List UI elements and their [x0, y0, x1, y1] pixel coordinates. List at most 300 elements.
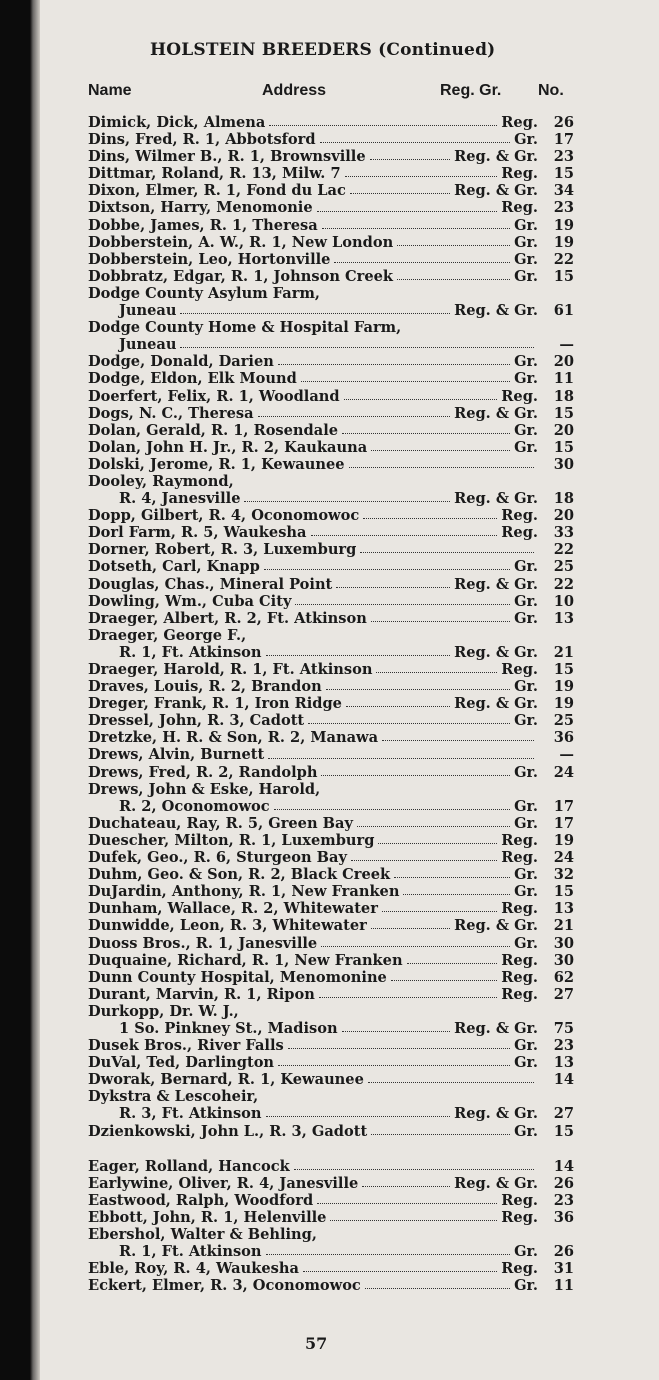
leader-dots — [391, 980, 497, 981]
list-item — [88, 695, 574, 712]
entry-herd-count: 21 — [553, 643, 574, 661]
list-item — [88, 1054, 574, 1071]
leader-dots — [180, 347, 534, 348]
entry-name-address: Dykstra & Lescoheir, — [88, 1088, 259, 1106]
entry-herd-count: 22 — [553, 250, 574, 268]
breeder-list — [88, 114, 574, 1294]
list-item — [88, 1020, 574, 1037]
list-item — [88, 405, 574, 422]
leader-dots — [266, 1254, 511, 1255]
list-item — [88, 319, 574, 336]
entry-name-address: Dopp, Gilbert, R. 4, Oconomowoc — [88, 507, 360, 525]
entry-herd-count: 23 — [553, 1191, 574, 1209]
entry-name-address: Dworak, Bernard, R. 1, Kewaunee — [88, 1071, 364, 1089]
page-number: 57 — [305, 1334, 328, 1353]
entry-registration-type: Reg. & Gr. — [454, 643, 538, 661]
entry-registration-type: Gr. — [514, 421, 538, 439]
entry-name-address: Duescher, Milton, R. 1, Luxemburg — [88, 831, 375, 849]
entry-registration-type: Reg. — [501, 849, 538, 867]
entry-name-address: Dotseth, Carl, Knapp — [88, 558, 260, 576]
list-item — [88, 1088, 574, 1105]
entry-herd-count: 33 — [553, 524, 574, 542]
list-item — [88, 883, 574, 900]
entry-name-address: Douglas, Chas., Mineral Point — [88, 575, 333, 593]
entry-herd-count: 13 — [553, 1054, 574, 1072]
leader-dots — [334, 262, 510, 263]
list-item — [88, 764, 574, 781]
entry-registration-type: Gr. — [514, 1277, 538, 1295]
leader-dots — [303, 1271, 497, 1272]
entry-registration-type: Gr. — [514, 216, 538, 234]
leader-dots — [360, 552, 534, 553]
leader-dots — [330, 1220, 497, 1221]
list-item — [88, 524, 574, 541]
entry-name-address: Duquaine, Richard, R. 1, New Franken — [88, 951, 403, 969]
entry-herd-count: 30 — [553, 951, 574, 969]
list-item — [88, 353, 574, 370]
list-item — [88, 627, 574, 644]
list-item — [88, 969, 574, 986]
entry-herd-count: 15 — [553, 404, 574, 422]
entry-herd-count: 30 — [553, 934, 574, 952]
list-item — [88, 610, 574, 627]
list-item — [88, 336, 574, 353]
entry-name-address: Dorner, Robert, R. 3, Luxemburg — [88, 541, 357, 559]
entry-registration-type: Reg. & Gr. — [454, 302, 538, 320]
list-item — [88, 456, 574, 473]
list-item — [88, 815, 574, 832]
entry-registration-type: Reg. — [501, 900, 538, 918]
entry-name-address: Dobbe, James, R. 1, Theresa — [88, 216, 318, 234]
entry-registration-type: Gr. — [514, 131, 538, 149]
entry-name-address: Dretzke, H. R. & Son, R. 2, Manawa — [88, 729, 379, 747]
list-item — [88, 148, 574, 165]
entry-name-address: R. 1, Ft. Atkinson — [119, 1243, 262, 1261]
entry-registration-type: Gr. — [514, 353, 538, 371]
entry-registration-type: Gr. — [514, 797, 538, 815]
leader-dots — [317, 211, 498, 212]
entry-registration-type: Reg. & Gr. — [454, 1105, 538, 1123]
leader-dots — [180, 313, 450, 314]
entry-herd-count: 10 — [553, 592, 574, 610]
list-item — [88, 1037, 574, 1054]
list-item — [88, 1071, 574, 1088]
entry-herd-count: 24 — [553, 763, 574, 781]
entry-herd-count: 15 — [553, 883, 574, 901]
list-item — [88, 507, 574, 524]
entry-name-address: R. 3, Ft. Atkinson — [119, 1105, 262, 1123]
entry-herd-count: 34 — [553, 182, 574, 200]
list-item — [88, 593, 574, 610]
leader-dots — [301, 381, 510, 382]
entry-herd-count: 17 — [553, 131, 574, 149]
entry-name-address: Dodge County Asylum Farm, — [88, 284, 320, 302]
list-item — [88, 678, 574, 695]
leader-dots — [266, 1116, 451, 1117]
list-item — [88, 234, 574, 251]
list-item — [88, 866, 574, 883]
list-item — [88, 1226, 574, 1243]
column-header-name: Name — [88, 82, 132, 99]
entry-name-address: Dunwidde, Leon, R. 3, Whitewater — [88, 917, 367, 935]
entry-herd-count: 15 — [553, 267, 574, 285]
entry-herd-count: 26 — [553, 114, 574, 131]
entry-registration-type: Reg. & Gr. — [454, 1174, 538, 1192]
entry-herd-count: 23 — [553, 148, 574, 166]
list-item — [88, 490, 574, 507]
leader-dots — [365, 1288, 510, 1289]
entry-name-address: Dittmar, Roland, R. 13, Milw. 7 — [88, 165, 341, 183]
entry-registration-type: Gr. — [514, 558, 538, 576]
entry-herd-count: 62 — [553, 968, 574, 986]
entry-herd-count: 21 — [553, 917, 574, 935]
leader-dots — [317, 1203, 497, 1204]
list-item — [88, 661, 574, 678]
leader-dots — [244, 501, 450, 502]
entry-name-address: Draeger, Harold, R. 1, Ft. Atkinson — [88, 661, 373, 678]
list-item — [88, 849, 574, 866]
entry-name-address: Drews, John & Eske, Harold, — [88, 780, 321, 798]
entry-name-address: Dins, Wilmer B., R. 1, Brownsville — [88, 148, 366, 166]
entry-name-address: Draeger, Albert, R. 2, Ft. Atkinson — [88, 609, 367, 627]
entry-name-address: Dufek, Geo., R. 6, Sturgeon Bay — [88, 849, 347, 867]
entry-registration-type: Gr. — [514, 814, 538, 832]
list-item — [88, 1209, 574, 1226]
entry-registration-type: Gr. — [514, 592, 538, 610]
entry-name-address: Eble, Roy, R. 4, Waukesha — [88, 1260, 299, 1278]
leader-dots — [321, 946, 510, 947]
list-item — [88, 422, 574, 439]
list-item — [88, 935, 574, 952]
entry-name-address: Juneau — [119, 336, 177, 354]
entry-herd-count: 26 — [553, 1243, 574, 1261]
entry-name-address: Dusek Bros., River Falls — [88, 1037, 284, 1055]
leader-dots — [376, 672, 497, 673]
entry-name-address: R. 2, Oconomowoc — [119, 797, 270, 815]
leader-dots — [264, 569, 510, 570]
entry-name-address: Earlywine, Oliver, R. 4, Janesville — [88, 1174, 359, 1192]
entry-name-address: Dowling, Wm., Cuba City — [88, 592, 292, 610]
entry-name-address: Duhm, Geo. & Son, R. 2, Black Creek — [88, 866, 391, 884]
list-item — [88, 251, 574, 268]
list-item — [88, 268, 574, 285]
entry-herd-count: 13 — [553, 609, 574, 627]
entry-registration-type: Reg. & Gr. — [454, 1019, 538, 1037]
list-item — [88, 952, 574, 969]
list-item — [88, 473, 574, 490]
entry-herd-count: 14 — [553, 1157, 574, 1175]
entry-registration-type: Gr. — [514, 233, 538, 251]
leader-dots — [350, 193, 450, 194]
leader-dots — [397, 245, 510, 246]
entry-herd-count: 20 — [553, 353, 574, 371]
list-item — [88, 1158, 574, 1175]
leader-dots — [370, 159, 450, 160]
list-item — [88, 439, 574, 456]
entry-herd-count: 20 — [553, 507, 574, 525]
list-item — [88, 900, 574, 917]
entry-name-address: 1 So. Pinkney St., Madison — [119, 1019, 338, 1037]
entry-registration-type: Reg. & Gr. — [454, 575, 538, 593]
leader-dots — [294, 1169, 534, 1170]
list-item — [88, 199, 574, 216]
entry-registration-type: Reg. — [501, 1208, 538, 1226]
leader-dots — [274, 809, 510, 810]
entry-registration-type: Reg. & Gr. — [454, 404, 538, 422]
entry-herd-count: 19 — [553, 233, 574, 251]
leader-dots — [295, 604, 510, 605]
book-spine-shadow — [0, 0, 40, 1380]
entry-registration-type: Reg. — [501, 1260, 538, 1278]
entry-herd-count: 20 — [553, 421, 574, 439]
entry-herd-count: 31 — [553, 1260, 574, 1278]
leader-dots — [363, 518, 497, 519]
entry-registration-type: Gr. — [514, 609, 538, 627]
leader-dots — [397, 279, 510, 280]
entry-name-address: Dzienkowski, John L., R. 3, Gadott — [88, 1122, 368, 1140]
entry-herd-count: 27 — [553, 1105, 574, 1123]
entry-herd-count: 19 — [553, 678, 574, 696]
entry-name-address: Juneau — [119, 302, 177, 320]
entry-name-address: Dolan, John H. Jr., R. 2, Kaukauna — [88, 438, 368, 456]
entry-name-address: Dunham, Wallace, R. 2, Whitewater — [88, 900, 378, 918]
list-item — [88, 388, 574, 405]
entry-registration-type: Reg. & Gr. — [454, 148, 538, 166]
entry-registration-type: Gr. — [514, 267, 538, 285]
entry-registration-type: Gr. — [514, 763, 538, 781]
leader-dots — [266, 655, 451, 656]
entry-herd-count: 25 — [553, 558, 574, 576]
list-item — [88, 917, 574, 934]
entry-registration-type: Reg. — [501, 165, 538, 183]
entry-registration-type: Reg. & Gr. — [454, 490, 538, 508]
list-item — [88, 1277, 574, 1294]
entry-herd-count: 25 — [553, 712, 574, 730]
entry-name-address: Ebbott, John, R. 1, Helenville — [88, 1208, 327, 1226]
list-item — [88, 798, 574, 815]
entry-herd-count: 15 — [553, 1122, 574, 1140]
list-item — [88, 986, 574, 1003]
entry-registration-type: Reg. — [501, 199, 538, 217]
leader-dots — [320, 142, 511, 143]
entry-name-address: Dodge, Donald, Darien — [88, 353, 274, 371]
entry-herd-count: 11 — [553, 1277, 574, 1295]
leader-dots — [349, 467, 534, 468]
leader-dots — [322, 228, 510, 229]
list-item — [88, 217, 574, 234]
entry-name-address: Eastwood, Ralph, Woodford — [88, 1191, 314, 1209]
entry-name-address: Durant, Marvin, R. 1, Ripon — [88, 985, 315, 1003]
entry-registration-type: Gr. — [514, 1243, 538, 1261]
entry-registration-type: Gr. — [514, 438, 538, 456]
list-item — [88, 541, 574, 558]
list-item — [88, 832, 574, 849]
list-item — [88, 1003, 574, 1020]
list-item — [88, 576, 574, 593]
entry-herd-count: 19 — [553, 831, 574, 849]
list-item — [88, 729, 574, 746]
entry-name-address: Dunn County Hospital, Menomonine — [88, 968, 387, 986]
entry-herd-count: 75 — [553, 1019, 574, 1037]
entry-name-address: Drews, Alvin, Burnett — [88, 746, 265, 764]
column-header-no: No. — [538, 82, 564, 99]
entry-herd-count: 15 — [553, 165, 574, 183]
entry-herd-count: 17 — [553, 797, 574, 815]
leader-dots — [357, 826, 510, 827]
entry-name-address: R. 4, Janesville — [119, 490, 241, 508]
list-item — [88, 1105, 574, 1122]
entry-registration-type: Reg. — [501, 968, 538, 986]
entry-herd-count: 36 — [553, 729, 574, 747]
list-item — [88, 644, 574, 661]
leader-dots — [269, 125, 497, 126]
entry-herd-count: — — [559, 336, 574, 354]
entry-name-address: Drews, Fred, R. 2, Randolph — [88, 763, 318, 781]
entry-registration-type: Gr. — [514, 712, 538, 730]
entry-name-address: Dorl Farm, R. 5, Waukesha — [88, 524, 307, 542]
entry-name-address: Dins, Fred, R. 1, Abbotsford — [88, 131, 316, 149]
list-item — [88, 712, 574, 729]
entry-registration-type: Reg. & Gr. — [454, 917, 538, 935]
entry-herd-count: 22 — [553, 541, 574, 559]
leader-dots — [394, 877, 510, 878]
leader-dots — [268, 758, 534, 759]
entry-name-address: Dolan, Gerald, R. 1, Rosendale — [88, 421, 339, 439]
leader-dots — [371, 928, 450, 929]
entry-registration-type: Gr. — [514, 1037, 538, 1055]
entry-herd-count: — — [559, 746, 574, 764]
entry-name-address: Dixtson, Harry, Menomonie — [88, 199, 313, 217]
entry-herd-count: 26 — [553, 1174, 574, 1192]
column-header-reg-gr: Reg. Gr. — [440, 82, 502, 99]
leader-dots — [362, 1186, 450, 1187]
entry-name-address: Eager, Rolland, Hancock — [88, 1157, 290, 1175]
entry-herd-count: 61 — [553, 302, 574, 320]
page-title: HOLSTEIN BREEDERS (Continued) — [150, 40, 496, 60]
entry-name-address: DuJardin, Anthony, R. 1, New Franken — [88, 883, 400, 901]
entry-herd-count: 17 — [553, 814, 574, 832]
entry-herd-count: 22 — [553, 575, 574, 593]
entry-name-address: Dogs, N. C., Theresa — [88, 404, 254, 422]
entry-name-address: Dolski, Jerome, R. 1, Kewaunee — [88, 455, 345, 473]
entry-registration-type: Reg. — [501, 507, 538, 525]
entry-registration-type: Reg. — [501, 114, 538, 131]
entry-herd-count: 15 — [553, 438, 574, 456]
entry-name-address: Duoss Bros., R. 1, Janesville — [88, 934, 318, 952]
entry-registration-type: Gr. — [514, 883, 538, 901]
list-item — [88, 182, 574, 199]
entry-registration-type: Reg. & Gr. — [454, 695, 538, 713]
leader-dots — [278, 1065, 510, 1066]
entry-name-address: Dimick, Dick, Almena — [88, 114, 266, 131]
entry-name-address: Duchateau, Ray, R. 5, Green Bay — [88, 814, 353, 832]
entry-herd-count: 27 — [553, 985, 574, 1003]
entry-registration-type: Reg. & Gr. — [454, 182, 538, 200]
leader-dots — [368, 1082, 534, 1083]
leader-dots — [336, 587, 450, 588]
entry-registration-type: Gr. — [514, 678, 538, 696]
list-item — [88, 1260, 574, 1277]
leader-dots — [308, 723, 510, 724]
list-item — [88, 114, 574, 131]
entry-herd-count: 19 — [553, 216, 574, 234]
entry-registration-type: Gr. — [514, 250, 538, 268]
entry-herd-count: 30 — [553, 455, 574, 473]
entry-herd-count: 15 — [553, 661, 574, 678]
entry-herd-count: 19 — [553, 695, 574, 713]
list-item — [88, 131, 574, 148]
list-item — [88, 1123, 574, 1140]
entry-name-address: R. 1, Ft. Atkinson — [119, 643, 262, 661]
list-item — [88, 285, 574, 302]
leader-dots — [258, 416, 451, 417]
entry-registration-type: Reg. — [501, 985, 538, 1003]
list-item — [88, 781, 574, 798]
entry-registration-type: Reg. — [501, 387, 538, 405]
list-item — [88, 165, 574, 182]
entry-herd-count: 13 — [553, 900, 574, 918]
entry-name-address: Dodge, Eldon, Elk Mound — [88, 370, 297, 388]
entry-herd-count: 11 — [553, 370, 574, 388]
entry-name-address: Dobberstein, A. W., R. 1, New London — [88, 233, 394, 251]
list-item — [88, 1192, 574, 1209]
leader-dots — [382, 740, 534, 741]
list-item — [88, 746, 574, 763]
entry-name-address: Doerfert, Felix, R. 1, Woodland — [88, 387, 340, 405]
entry-registration-type: Gr. — [514, 866, 538, 884]
leader-dots — [371, 621, 510, 622]
list-item — [88, 1243, 574, 1260]
entry-name-address: Ebershol, Walter & Behling, — [88, 1226, 317, 1243]
entry-registration-type: Gr. — [514, 1054, 538, 1072]
list-item — [88, 370, 574, 387]
leader-dots — [351, 860, 497, 861]
entry-herd-count: 23 — [553, 1037, 574, 1055]
entry-herd-count: 24 — [553, 849, 574, 867]
column-header-address: Address — [262, 82, 327, 99]
leader-dots — [344, 399, 498, 400]
entry-name-address: Draeger, George F., — [88, 626, 247, 644]
entry-name-address: Dobberstein, Leo, Hortonville — [88, 250, 331, 268]
leader-dots — [403, 894, 510, 895]
entry-herd-count: 36 — [553, 1208, 574, 1226]
entry-name-address: Dobbratz, Edgar, R. 1, Johnson Creek — [88, 267, 394, 285]
list-item — [88, 302, 574, 319]
leader-dots — [326, 689, 510, 690]
entry-name-address: DuVal, Ted, Darlington — [88, 1054, 275, 1072]
leader-dots — [321, 775, 510, 776]
leader-dots — [371, 450, 510, 451]
leader-dots — [345, 176, 498, 177]
entry-registration-type: Reg. — [501, 661, 538, 678]
entry-registration-type: Gr. — [514, 934, 538, 952]
entry-registration-type: Reg. — [501, 1191, 538, 1209]
leader-dots — [378, 843, 497, 844]
entry-registration-type: Gr. — [514, 370, 538, 388]
entry-name-address: Durkopp, Dr. W. J., — [88, 1002, 239, 1020]
list-item — [88, 1175, 574, 1192]
entry-herd-count: 18 — [553, 490, 574, 508]
entry-name-address: Dressel, John, R. 3, Cadott — [88, 712, 305, 730]
entry-herd-count: 32 — [553, 866, 574, 884]
entry-registration-type: Reg. — [501, 524, 538, 542]
entry-herd-count: 14 — [553, 1071, 574, 1089]
leader-dots — [288, 1048, 510, 1049]
entry-name-address: Dixon, Elmer, R. 1, Fond du Lac — [88, 182, 346, 200]
list-item — [88, 558, 574, 575]
entry-registration-type: Reg. — [501, 831, 538, 849]
entry-name-address: Draves, Louis, R. 2, Brandon — [88, 678, 322, 696]
